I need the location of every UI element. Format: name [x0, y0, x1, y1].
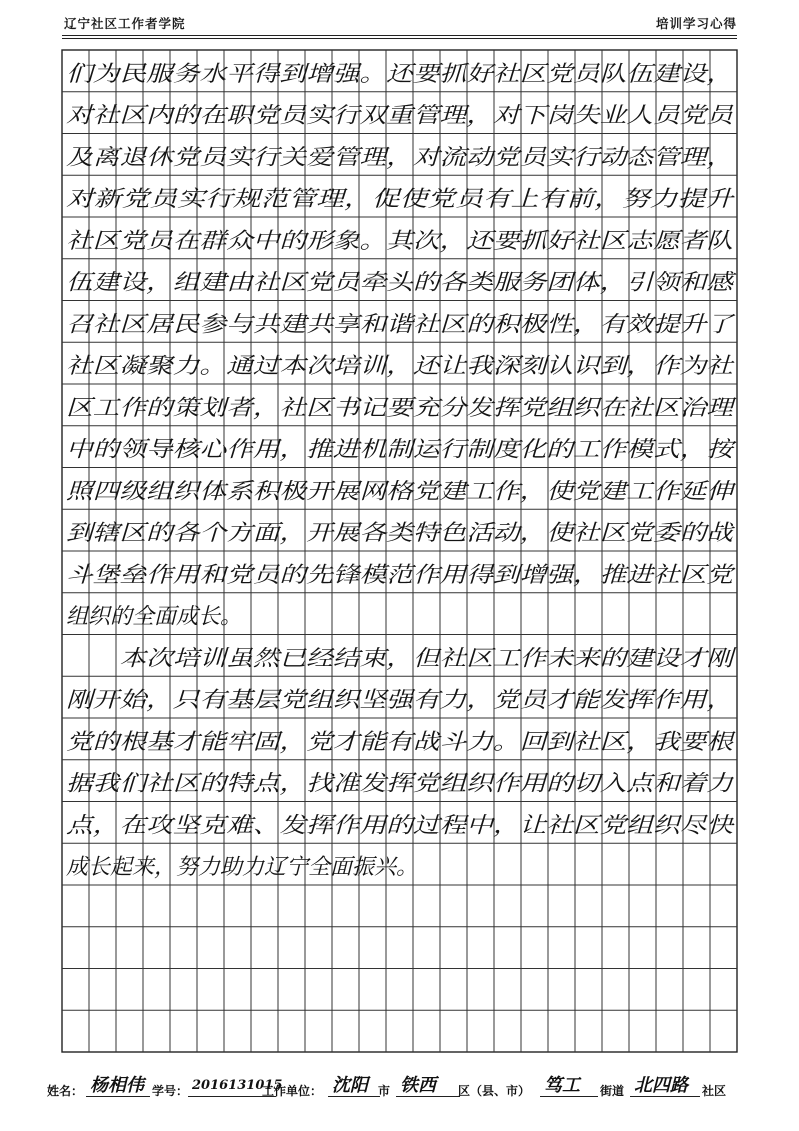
student-info-footer: [0, 1068, 799, 1108]
handwritten-line: 党的根基才能牢固，党才能有战斗力。回到社区，我要根: [66, 729, 737, 755]
handwritten-line: 斗堡垒作用和党员的先锋模范作用得到增强，推进社区党: [66, 562, 737, 588]
handwritten-line: 对新党员实行规范管理，促使党员有上有前，努力提升: [66, 187, 736, 213]
handwritten-line: 本次培训虽然已经结束，但社区工作未来的建设才刚: [66, 646, 738, 672]
name-value: 杨相伟: [86, 1076, 150, 1097]
district-value: 铁西: [396, 1076, 460, 1097]
name-label: 姓名：: [47, 1084, 84, 1098]
handwritten-line: 伍建设，组建由社区党员牵头的各类服务团体，引领和感: [66, 270, 737, 296]
handwritten-line: 据我们社区的特点，找准发挥党组织作用的切入点和着力: [66, 771, 735, 797]
handwritten-line: 成长起来，努力助力辽宁全面振兴。: [66, 855, 419, 881]
district-label: 区（县、市）: [458, 1084, 531, 1098]
student-id-value: 2016131015: [188, 1076, 276, 1097]
handwritten-line: 及离退休党员实行关爱管理，对流动党员实行动态管理，: [66, 145, 733, 171]
institution-title: 辽宁社区工作者学院: [64, 16, 186, 31]
handwritten-line: 们为民服务水平得到增强。还要抓好社区党员队伍建设，: [66, 61, 733, 87]
handwritten-line: 到辖区的各个方面，开展各类特色活动，使社区党委的战: [66, 521, 736, 547]
handwritten-line: 对社区内的在职党员实行双重管理，对下岗失业人员党员: [66, 103, 736, 129]
handwritten-line: 照四级组织体系积极开展网格党建工作，使党建工作延伸: [66, 479, 737, 505]
handwritten-line: 区工作的策划者，社区书记要充分发挥党组织在社区治理: [66, 395, 737, 421]
community-label: 社区: [702, 1084, 727, 1098]
handwritten-line: 召社区居民参与共建共享和谐社区的积极性，有效提升了: [66, 312, 737, 338]
handwritten-line: 社区凝聚力。通过本次培训，还让我深刻认识到，作为社: [66, 354, 736, 380]
handwritten-line: 中的领导核心作用，推进机制运行制度化的工作模式，按: [66, 437, 737, 463]
community-value: 北四路: [630, 1076, 700, 1097]
handwritten-line: 社区党员在群众中的形象。其次，还要抓好社区志愿者队: [66, 228, 733, 254]
handwritten-line: 组织的全面成长。: [66, 604, 243, 630]
street-label: 街道: [600, 1084, 625, 1098]
handwritten-line: 刚开始，只有基层党组织坚强有力，党员才能发挥作用，: [66, 688, 733, 714]
work-unit-label: 工作单位：: [262, 1084, 323, 1098]
city-label: 市: [378, 1084, 391, 1098]
document-type-title: 培训学习心得: [655, 16, 737, 31]
student-id-label: 学号：: [152, 1084, 189, 1098]
street-value: 笃工: [540, 1076, 598, 1097]
city-value: 沈阳: [328, 1076, 380, 1097]
handwritten-line: 点，在攻坚克难、发挥作用的过程中，让社区党组织尽快: [66, 813, 736, 839]
